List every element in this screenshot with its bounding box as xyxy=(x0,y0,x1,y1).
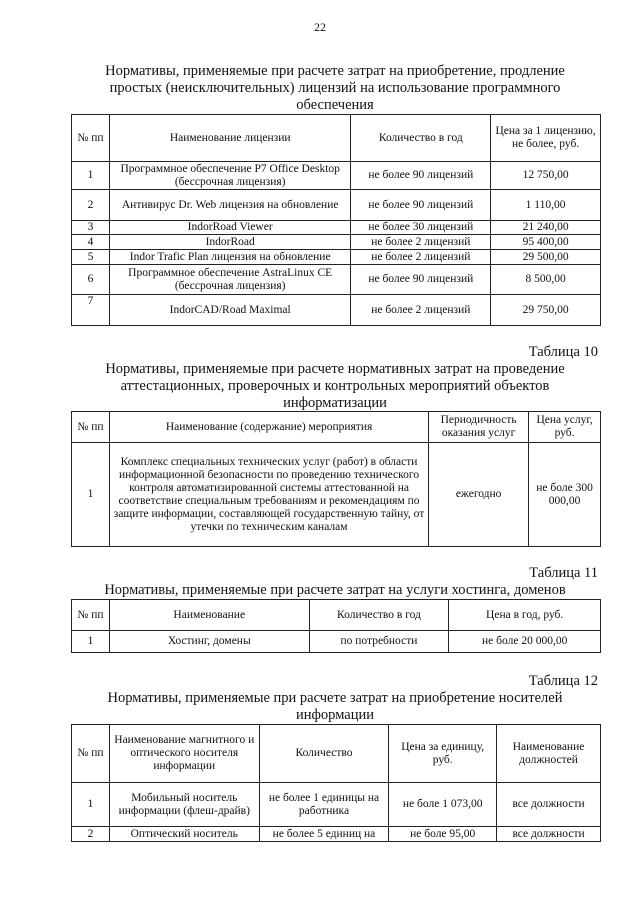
cell-num: 2 xyxy=(72,827,110,842)
cell-qty: не более 2 лицензий xyxy=(351,295,491,326)
cell-qty: не более 2 лицензий xyxy=(351,235,491,250)
cell-num: 1 xyxy=(72,783,110,827)
table-row xyxy=(72,631,601,653)
title-line: Нормативы, применяемые при расчете затрат на приобретение носителей xyxy=(107,690,563,706)
table-header-row xyxy=(72,600,601,631)
title-line: информатизации xyxy=(283,395,387,411)
cell-num: 2 xyxy=(72,190,110,221)
col-header-name: Наименование магнитного и оптического носителя информации xyxy=(109,725,259,783)
table-row xyxy=(72,221,601,235)
table-row xyxy=(72,162,601,190)
media-norms-title xyxy=(70,690,600,724)
cell-qty: не более 5 единиц на xyxy=(259,827,389,842)
table-header-row xyxy=(72,725,601,783)
cell-price: 21 240,00 xyxy=(491,221,601,235)
cell-qty: не более 90 лицензий xyxy=(351,265,491,295)
license-norms-table xyxy=(71,114,601,326)
cell-price: не боле 20 000,00 xyxy=(449,631,601,653)
col-header-price: Цена за единицу, руб. xyxy=(389,725,497,783)
table-12-label: Таблица 12 xyxy=(528,673,598,689)
cell-num: 4 xyxy=(72,235,110,250)
page-number: 22 xyxy=(314,20,326,34)
title-line: простых (неисключительных) лицензий на использование программного xyxy=(109,80,561,96)
table-row xyxy=(72,443,601,547)
col-header-num: № пп xyxy=(72,600,110,631)
col-header-price: Цена услуг, руб. xyxy=(529,412,601,443)
cell-qty: не более 90 лицензий xyxy=(351,190,491,221)
col-header-num: № пп xyxy=(72,412,110,443)
col-header-name: Наименование xyxy=(109,600,309,631)
cell-name: Indor Trafic Plan лицензия на обновление xyxy=(109,250,350,265)
cell-price: не боле 95,00 xyxy=(389,827,497,842)
cell-price: 29 500,00 xyxy=(491,250,601,265)
table-row xyxy=(72,827,601,842)
col-header-qty: Количество в год xyxy=(351,115,491,162)
attestation-norms-title xyxy=(70,361,600,412)
cell-qty: не более 90 лицензий xyxy=(351,162,491,190)
media-norms-table xyxy=(71,724,601,842)
cell-name: Комплекс специальных технических услуг (работ) в области информационной безопасности по проведению технического контроля автоматизированной системы аттестованной на соответствие специальным требованиям и рекомендациям по защите информации, составляющей государственную тайну, от утечки по техническим каналам xyxy=(109,443,428,547)
table-row xyxy=(72,295,601,326)
attestation-norms-table xyxy=(71,411,601,547)
cell-name: IndorCAD/Road Maximal xyxy=(109,295,350,326)
cell-num: 7 xyxy=(72,295,110,326)
cell-price: 8 500,00 xyxy=(491,265,601,295)
cell-price: не боле 300 000,00 xyxy=(529,443,601,547)
title-line: аттестационных, проверочных и контрольных мероприятий объектов xyxy=(120,378,550,394)
cell-num: 1 xyxy=(72,162,110,190)
cell-qty: не более 30 лицензий xyxy=(351,221,491,235)
cell-name: Программное обеспечение Р7 Office Desktop (бессрочная лицензия) xyxy=(109,162,350,190)
license-norms-title xyxy=(70,63,600,114)
cell-price: 12 750,00 xyxy=(491,162,601,190)
cell-qty: не более 1 единицы на работника xyxy=(259,783,389,827)
cell-period: ежегодно xyxy=(429,443,529,547)
cell-positions: все должности xyxy=(497,783,601,827)
title-line: Нормативы, применяемые при расчете затрат на приобретение, продление xyxy=(105,63,565,79)
col-header-price: Цена за 1 лицензию, не более, руб. xyxy=(491,115,601,162)
cell-num: 5 xyxy=(72,250,110,265)
col-header-positions: Наименование должностей xyxy=(497,725,601,783)
cell-num: 1 xyxy=(72,443,110,547)
table-row xyxy=(72,190,601,221)
cell-qty: не более 2 лицензий xyxy=(351,250,491,265)
cell-name: Антивирус Dr. Web лицензия на обновление xyxy=(109,190,350,221)
table-row xyxy=(72,235,601,250)
col-header-qty: Количество в год xyxy=(309,600,449,631)
col-header-name: Наименование (содержание) мероприятия xyxy=(109,412,428,443)
cell-name: Программное обеспечение AstraLinux CE (бессрочная лицензия) xyxy=(109,265,350,295)
cell-price: 29 750,00 xyxy=(491,295,601,326)
cell-qty: по потребности xyxy=(309,631,449,653)
cell-price: 95 400,00 xyxy=(491,235,601,250)
title-line: обеспечения xyxy=(296,97,374,113)
cell-name: IndorRoad Viewer xyxy=(109,221,350,235)
table-row xyxy=(72,783,601,827)
table-10-label: Таблица 10 xyxy=(528,344,598,360)
col-header-name: Наименование лицензии xyxy=(109,115,350,162)
col-header-num: № пп xyxy=(72,115,110,162)
table-row xyxy=(72,265,601,295)
col-header-period: Периодичность оказания услуг xyxy=(429,412,529,443)
hosting-norms-table xyxy=(71,599,601,653)
cell-num: 3 xyxy=(72,221,110,235)
cell-num: 6 xyxy=(72,265,110,295)
cell-name: Мобильный носитель информации (флеш-драйв) xyxy=(109,783,259,827)
cell-price: не боле 1 073,00 xyxy=(389,783,497,827)
table-row xyxy=(72,250,601,265)
title-line: информации xyxy=(296,707,374,723)
table-header-row xyxy=(72,115,601,162)
col-header-num: № пп xyxy=(72,725,110,783)
cell-name: IndorRoad xyxy=(109,235,350,250)
cell-price: 1 110,00 xyxy=(491,190,601,221)
col-header-price: Цена в год, руб. xyxy=(449,600,601,631)
col-header-qty: Количество xyxy=(259,725,389,783)
hosting-norms-title xyxy=(70,582,600,599)
cell-num: 1 xyxy=(72,631,110,653)
cell-name: Хостинг, домены xyxy=(109,631,309,653)
table-header-row xyxy=(72,412,601,443)
cell-positions: все должности xyxy=(497,827,601,842)
table-11-label: Таблица 11 xyxy=(529,565,598,581)
title-line: Нормативы, применяемые при расчете затрат на услуги хостинга, доменов xyxy=(104,582,566,598)
cell-name: Оптический носитель xyxy=(109,827,259,842)
title-line: Нормативы, применяемые при расчете нормативных затрат на проведение xyxy=(105,361,565,377)
